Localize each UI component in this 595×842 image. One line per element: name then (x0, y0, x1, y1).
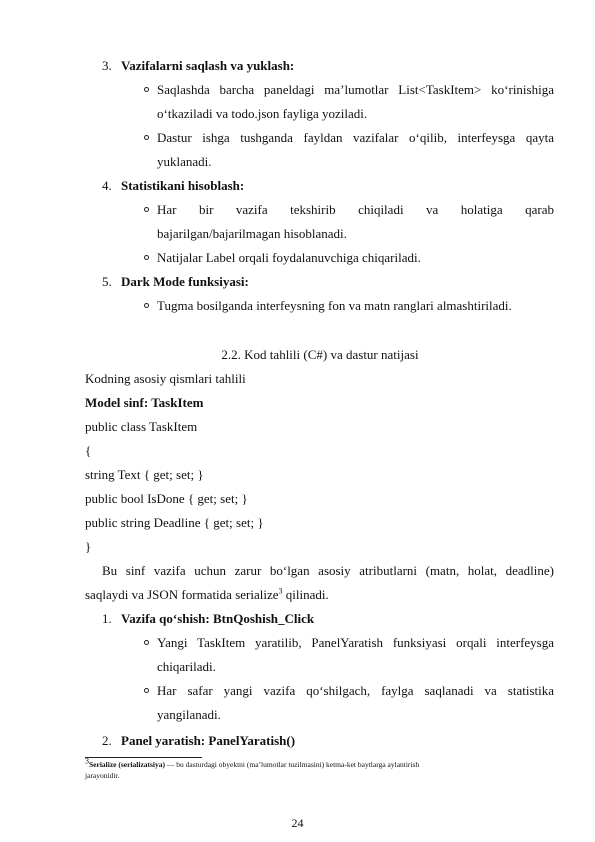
list-number: 4. (102, 178, 112, 193)
code-line: string Text { get; set; } (85, 467, 204, 482)
bullet-icon (144, 303, 149, 308)
bullet-icon (144, 135, 149, 140)
code-line: } (85, 539, 92, 554)
list-number: 5. (102, 274, 112, 289)
bullet-icon (144, 207, 149, 212)
footnote-text-cont: jarayonidir. (85, 771, 120, 780)
list-item-title: Dark Mode funksiyasi: (121, 274, 249, 289)
footnote (85, 756, 555, 770)
bullet-text: Yangi TaskItem yaratilib, PanelYaratish funksiyasi orqali interfeysga (157, 635, 554, 650)
code-line: public string Deadline { get; set; } (85, 515, 264, 530)
paragraph-line (85, 587, 329, 603)
list-item-title: Vazifa qo‘shish: BtnQoshish_Click (121, 611, 315, 626)
list-number: 1. (102, 611, 112, 626)
bullet-text: Har bir vazifa tekshirib chiqiladi va holatiga qarab (157, 202, 554, 217)
bullet-text: bajarilgan/bajarilmagan hisoblanadi. (157, 226, 347, 241)
bullet-text: yangilanadi. (157, 707, 221, 722)
bullet-text: Tugma bosilganda interfeysning fon va matn ranglari almashtiriladi. (157, 298, 512, 313)
paragraph-text: qilinadi. (282, 587, 329, 602)
bullet-icon (144, 87, 149, 92)
bullet-icon (144, 255, 149, 260)
code-line: public class TaskItem (85, 419, 198, 434)
bullet-text: Har safar yangi vazifa qo‘shilgach, faylga saqlanadi va statistika (157, 683, 554, 698)
list-item-title: Statistikani hisoblash: (121, 178, 245, 193)
bullet-text: o‘tkaziladi va todo.json fayliga yoziladi. (157, 106, 368, 121)
bullet-icon (144, 688, 149, 693)
paragraph-line: Bu sinf vazifa uchun zarur bo‘lgan asosiy atributlarni (matn, holat, deadline) (102, 563, 554, 578)
paragraph-text: saqlaydi va JSON formatida serialize (85, 587, 279, 602)
footnote-ref: 3 (278, 586, 283, 596)
bullet-text: yuklanadi. (157, 154, 212, 169)
list-item-title: Panel yaratish: PanelYaratish() (121, 733, 296, 748)
bullet-text: Natijalar Label orqali foydalanuvchiga chiqariladi. (157, 250, 421, 265)
bullet-text: Saqlashda barcha paneldagi ma’lumotlar List<TaskItem> ko‘rinishiga (157, 82, 554, 97)
list-item-title: Vazifalarni saqlash va yuklash: (121, 58, 295, 73)
list-number: 3. (102, 58, 112, 73)
intro-text: Kodning asosiy qismlari tahlili (85, 371, 246, 386)
bullet-text: Dastur ishga tushganda fayldan vazifalar o‘qilib, interfeysga qayta (157, 130, 554, 145)
code-line: { (85, 443, 92, 458)
footnote-divider (85, 757, 202, 758)
page-number: 24 (291, 816, 304, 830)
footnote-text: — bu dasturdagi obyektni (ma’lumotlar tuzilmasini) ketma-ket baytlarga aylantirish (165, 760, 420, 769)
list-number: 2. (102, 733, 112, 748)
code-line: public bool IsDone { get; set; } (85, 491, 248, 506)
section-subheading: 2.2. Kod tahlili (C#) va dastur natijasi (221, 347, 419, 362)
bullet-text: chiqariladi. (157, 659, 216, 674)
footnote-term: Serialize (serializatsiya) (89, 760, 166, 769)
model-heading: Model sinf: TaskItem (85, 395, 204, 410)
bullet-icon (144, 640, 149, 645)
footnote-mark: 3 (85, 756, 89, 766)
